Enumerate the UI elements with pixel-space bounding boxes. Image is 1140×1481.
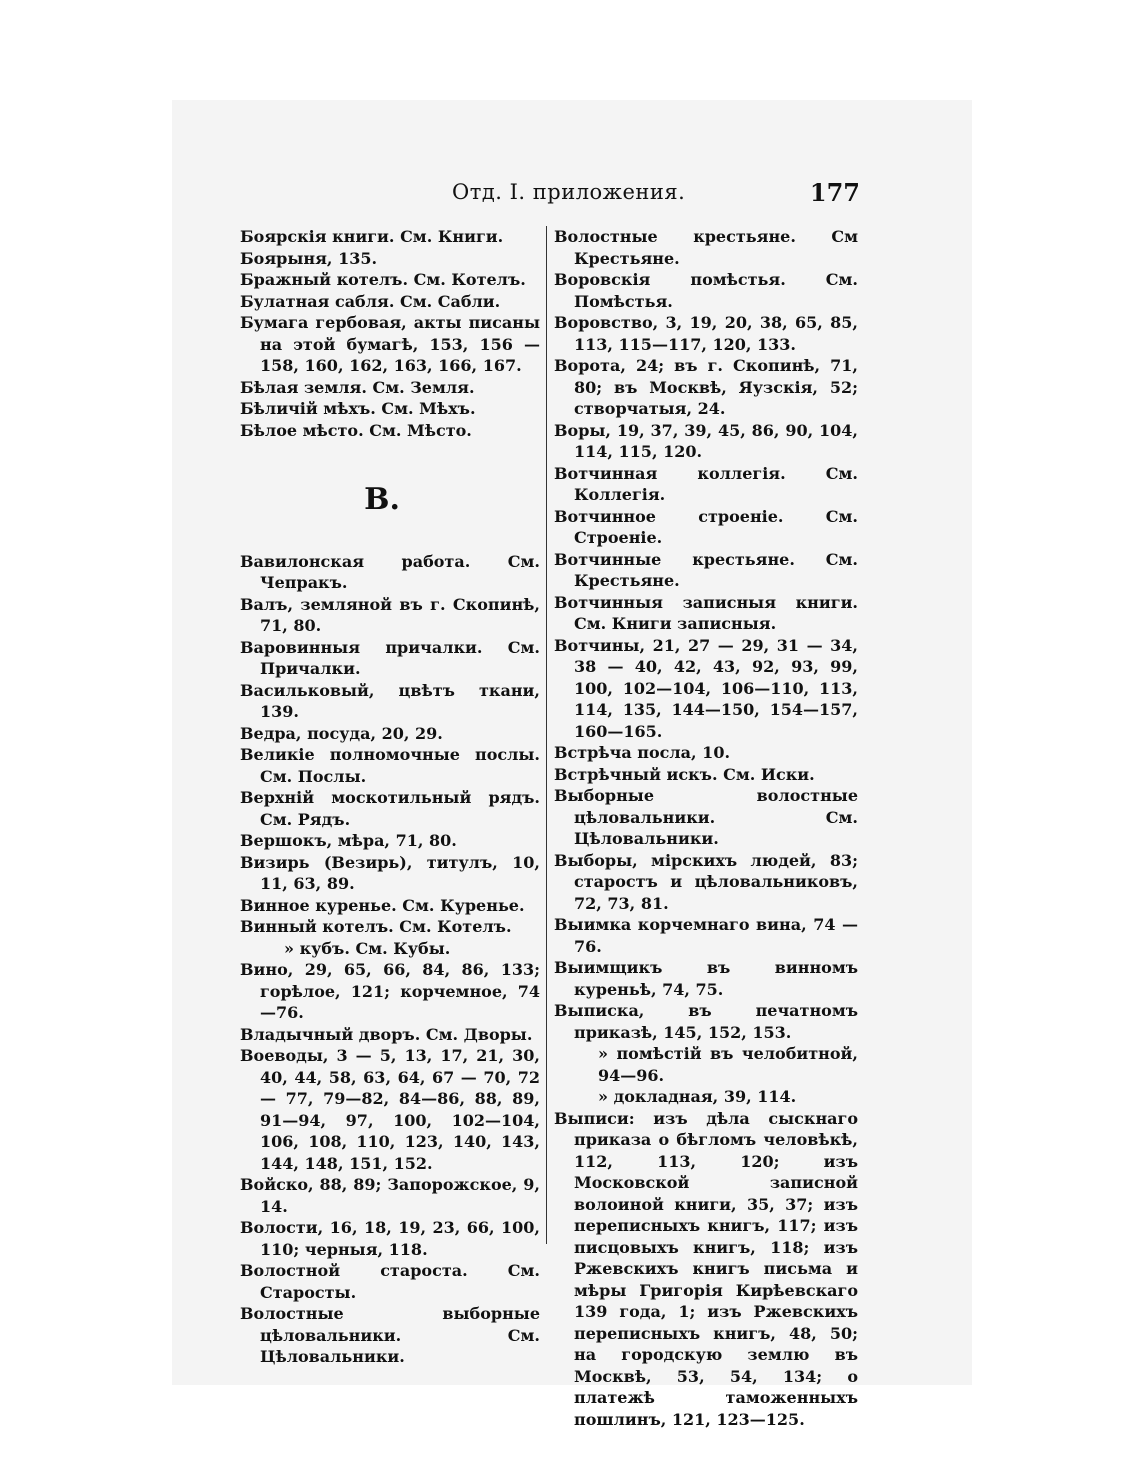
index-entry: Боярыня, 135. <box>240 248 378 268</box>
index-entry: Выборы, мірскихъ людей, 83; старостъ и цѣловальниковъ, 72, 73, 81. <box>554 850 858 913</box>
index-entry: Воровскія помѣстья. См. Помѣстья. <box>554 270 858 311</box>
index-entry: Бѣлое мѣсто. См. Мѣсто. <box>240 420 472 440</box>
right-column <box>554 226 858 1430</box>
index-entry: Вотчинные крестьяне. См. Крестьяне. <box>554 549 858 590</box>
index-entry: Воеводы, 3 — 5, 13, 17, 21, 30, 40, 44, 58, 63, 64, 67 — 70, 72 — 77, 79—82, 84—86, 88, 89, 91—94, 97, 100, 102—104, 106, 108, 110, 123, 140, 143, 144, 148, 151, 152. <box>240 1046 540 1173</box>
index-entry: Войско, 88, 89; Запорожское, 9, 14. <box>240 1175 540 1216</box>
index-entry: Боярскія книги. См. Книги. <box>240 227 504 246</box>
index-entry: Бѣлая земля. См. Земля. <box>240 377 475 397</box>
index-entry: Вотчинная коллегія. См. Коллегія. <box>554 463 858 504</box>
left-column <box>240 226 540 1368</box>
index-entry: Верхній москотильный рядъ. См. Рядъ. <box>240 788 540 829</box>
index-entry: Бражный котелъ. См. Котелъ. <box>240 270 526 289</box>
index-entry: Выписи: изъ дѣла сыскнаго приказа о бѣгломъ человѣкѣ, 112, 113, 120; изъ Московской записной волоиной книги, 35, 37; изъ переписныхъ книгъ, 117; изъ писцовыхъ книгъ, 118; изъ Ржевскихъ книгъ письма и мѣры Григорія Кирѣевскаго 139 года, 1; изъ Ржевскихъ переписныхъ книгъ, 48, 50; на городскую землю въ Москвѣ, 53, 54, 134; о платежѣ таможенныхъ пошлинъ, 121, 123—125. <box>554 1108 858 1429</box>
index-entry: Валъ, земляной въ г. Скопинѣ, 71, 80. <box>240 594 540 635</box>
index-entry: Вотчины, 21, 27 — 29, 31 — 34, 38 — 40, 42, 43, 92, 93, 99, 100, 102—104, 106—110, 113, 114, 135, 144—150, 154—157, 160—165. <box>554 635 858 741</box>
section-letter: В. <box>364 482 400 517</box>
index-entry: Встрѣчный искъ. См. Иски. <box>554 764 815 784</box>
index-entry: Волостные крестьяне. См Крестьяне. <box>554 227 858 268</box>
index-entry: Вотчинныя записныя книги. См. Книги записныя. <box>554 592 858 633</box>
index-entry: Вино, 29, 65, 66, 84, 86, 133; горѣлое, 121; корчемное, 74—76. <box>240 960 540 1022</box>
index-entry: Воры, 19, 37, 39, 45, 86, 90, 104, 114, 115, 120. <box>554 420 858 461</box>
index-entry: Бумага гербовая, акты писаны на этой бумагѣ, 153, 156 — 158, 160, 162, 163, 166, 167. <box>240 313 540 375</box>
index-entry: Выписка, въ печатномъ приказѣ, 145, 152, 153. <box>554 1001 858 1042</box>
index-entry: Волости, 16, 18, 19, 23, 66, 100, 110; черныя, 118. <box>240 1218 540 1259</box>
index-entry: Булатная сабля. См. Сабли. <box>240 291 501 311</box>
index-entry: Выимка корчемнаго вина, 74 — 76. <box>554 915 858 956</box>
index-entry: Визирь (Везирь), титулъ, 10, 11, 63, 89. <box>240 852 540 893</box>
index-entry: Волостные выборные цѣловальники. См. Цѣловальники. <box>240 1304 540 1366</box>
index-sub-entry: » кубъ. См. Кубы. <box>284 938 451 958</box>
index-entry: Выборные волостные цѣловальники. См. Цѣловальники. <box>554 786 858 848</box>
index-entry: Воровство, 3, 19, 20, 38, 65, 85, 113, 115—117, 120, 133. <box>554 313 858 354</box>
index-entry: Вотчинное строеніе. См. Строеніе. <box>554 506 858 547</box>
index-entry: Встрѣча посла, 10. <box>554 743 731 762</box>
index-entry: Вершокъ, мѣра, 71, 80. <box>240 831 457 850</box>
index-entry: Вавилонская работа. См. Чепракъ. <box>240 551 540 592</box>
page-number: 177 <box>809 178 860 207</box>
index-entry: Варовинныя причалки. См. Причалки. <box>240 637 540 678</box>
index-entry: Волостной староста. См. Старосты. <box>240 1261 540 1302</box>
index-entry: Бѣличій мѣхъ. См. Мѣхъ. <box>240 399 476 418</box>
index-entry: Владычный дворъ. См. Дворы. <box>240 1024 533 1044</box>
index-entry: Винное куренье. См. Куренье. <box>240 895 525 915</box>
page-header <box>240 178 860 212</box>
index-entry: Великіе полномочные послы. См. Послы. <box>240 745 540 786</box>
column-divider <box>546 226 547 1244</box>
index-entry: Винный котелъ. См. Котелъ. <box>240 917 512 936</box>
index-entry: Выимщикъ въ винномъ куреньѣ, 74, 75. <box>554 958 858 999</box>
index-entry: Ведра, посуда, 20, 29. <box>240 723 443 743</box>
index-sub-entry: » помѣстій въ челобитной, 94—96. <box>598 1044 858 1085</box>
index-entry: Васильковый, цвѣтъ ткани, 139. <box>240 680 540 721</box>
index-sub-entry: » докладная, 39, 114. <box>598 1087 797 1106</box>
running-title: Отд. I. приложения. <box>452 180 686 204</box>
index-entry: Ворота, 24; въ г. Скопинѣ, 71, 80; въ Москвѣ, Яузскія, 52; створчатыя, 24. <box>554 356 858 418</box>
